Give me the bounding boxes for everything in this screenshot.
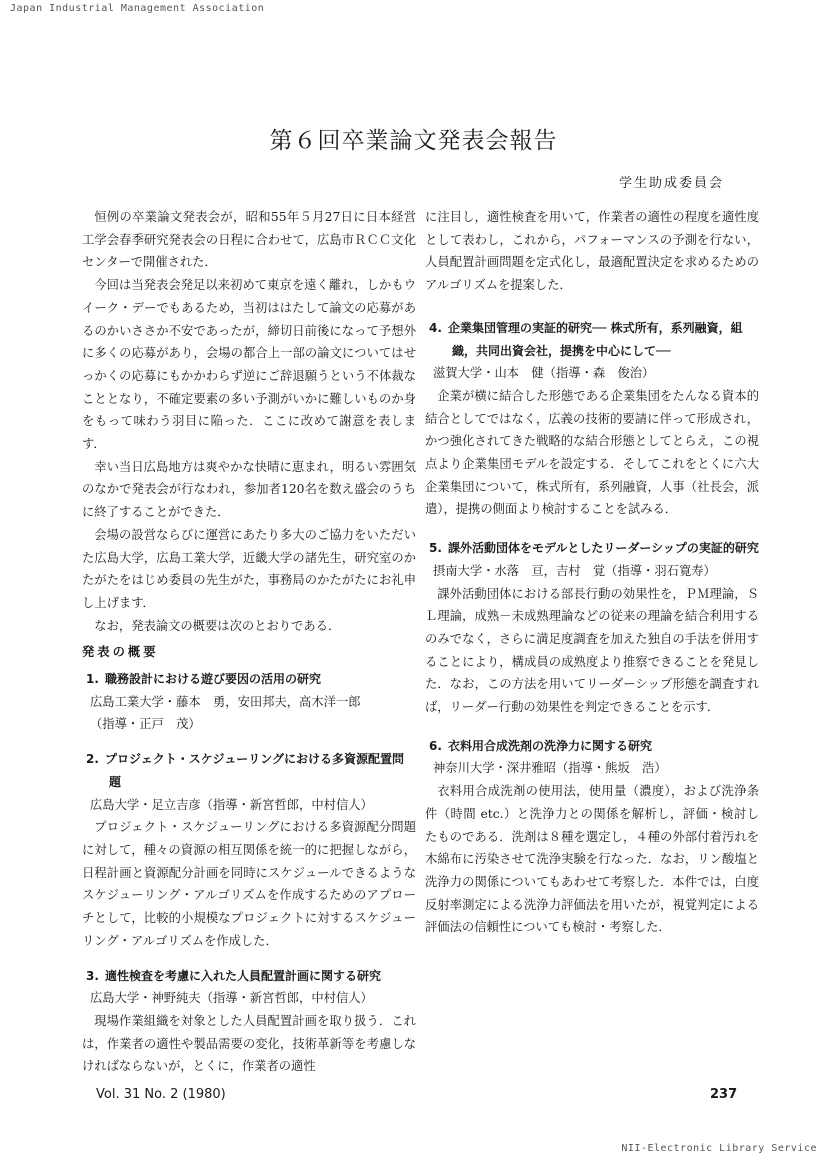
library-service-footer: NII-Electronic Library Service bbox=[621, 1143, 817, 1154]
summary-item bbox=[82, 748, 416, 952]
item-affiliation: 神奈川大学・深井雅昭（指導・熊坂 浩） bbox=[433, 761, 667, 776]
summary-item bbox=[425, 735, 759, 939]
intro-paragraph: なお，発表論文の概要は次のとおりである． bbox=[94, 618, 341, 633]
item-body: 企業が横に結合した形態である企業集団をたんなる資本的結合としてではなく，広義の技術的要請に伴って形成され，かつ強化されてきた戦略的な結合形態としてとらえ，この視点より企業集団モデルを設定する．そしてこれをとくに六大企業集団について，株式所有，系列融資，人事（社長会，派遣），提携の側面より検討することを試みる． bbox=[425, 388, 759, 517]
item-title-text: 職務設計における遊び要因の活用の研究 bbox=[105, 672, 322, 687]
item-body: 現場作業組織を対象とした人員配置計画を取り扱う．これは，作業者の適性や製品需要の変化，技術革新等を考慮しなければならないが，とくに，作業者の適性 bbox=[82, 1013, 416, 1074]
item-affiliation: 摂南大学・水落 亘，吉村 覚（指導・羽石寛寿） bbox=[433, 563, 716, 578]
journal-volume: Vol. 31 No. 2 (1980) bbox=[96, 1087, 226, 1102]
intro-paragraph: 今回は当発表会発足以来初めて東京を遠く離れ，しかもウイーク・デーでもあるため，当初ははたして論文の応募があるのかいささか不安であったが，締切日前後になって予想外に多くの応募があり，会場の都合上一部の論文についてはせっかくの応募にもかかわらず逆にご辞退願うという不体裁なこととなり，不確定要素の多い予測がいかに難しいものか身をもって味わう羽目に陥った．ここに改めて謝意を表します． bbox=[82, 278, 416, 452]
committee-name: 学生助成委員会 bbox=[618, 176, 724, 191]
summary-item bbox=[425, 317, 759, 521]
item-number: 6. bbox=[429, 738, 442, 753]
page-number: 237 bbox=[710, 1087, 738, 1102]
item-title-text: プロジェクト・スケジューリングにおける多資源配置問題 bbox=[105, 752, 405, 789]
item-title bbox=[82, 965, 416, 988]
summary-item bbox=[82, 965, 416, 1079]
item-body: 衣料用合成洗剤の使用法，使用量（濃度），および洗浄条件（時間 etc.）と洗浄力との関係を解析し，評価・検討したものである．洗剤は８種を選定し，４種の外部付着汚れを木綿布に汚染させて洗浄実験を行なった．なお，リン酸塩と洗浄力の関係についてもあわせて考察した．本件では，白度反射率測定による洗浄力評価法を用いたが，視覚判定による評価法の信頼性についても検討・考察した． bbox=[425, 784, 759, 935]
right-column bbox=[425, 206, 759, 939]
item-advisor: （指導・正戸 茂） bbox=[90, 717, 201, 732]
item-title-text: 企業集団管理の実証的研究── 株式所有，系列融資，組織，共同出資会社，提携を中心にして── bbox=[448, 320, 743, 358]
item-number: 5. bbox=[429, 541, 442, 556]
intro-paragraph: 会場の設営ならびに運営にあたり多大のご協力をいただいた広島大学，広島工業大学，近畿大学の諸先生，研究室のかたがたをはじめ委員の先生がた，事務局のかたがたにお礼申し上げます． bbox=[82, 527, 416, 610]
item-number: 2. bbox=[86, 752, 99, 767]
item-title bbox=[82, 748, 416, 793]
summary-item bbox=[82, 668, 416, 736]
summary-heading: 発表の概要 bbox=[82, 645, 159, 660]
item-title-text: 衣料用合成洗剤の洗浄力に関する研究 bbox=[448, 738, 653, 753]
item-title bbox=[425, 317, 759, 362]
association-header: Japan Industrial Management Association bbox=[10, 3, 265, 14]
item-title-text: 課外活動団体をモデルとしたリーダーシップの実証的研究 bbox=[448, 541, 759, 556]
item-body-continuation: に注目し，適性検査を用いて，作業者の適性の程度を適性度として表わし，これから，パフォーマンスの予測を行ない，人員配置計画問題を定式化し，最適配置決定を求めるためのアルゴリズムを提案した． bbox=[425, 210, 759, 293]
item-number: 1. bbox=[86, 672, 99, 687]
item-number: 3. bbox=[86, 968, 99, 983]
item-body: 課外活動団体における部長行動の効果性を，ＰＭ理論，ＳＬ理論，成熟－未成熟理論などの従来の理論を結合利用するのみでなく，さらに満足度調査を加えた独自の手法を併用することにより，構成員の成熟度より推察できることを発見した．なお，この方法を用いてリーダーシップ形態を調査すれば，リーダー行動の効果性を判定できることを示す． bbox=[425, 586, 759, 715]
item-title-text: 適性検査を考慮に入れた人員配置計画に関する研究 bbox=[105, 968, 382, 983]
item-affiliation: 広島大学・足立吉彦（指導・新宮哲郎，中村信人） bbox=[90, 797, 373, 812]
item-title bbox=[82, 668, 416, 691]
item-affiliation: 広島工業大学・藤本 勇，安田邦夫，高木洋一郎 bbox=[90, 694, 361, 709]
item-title bbox=[425, 537, 759, 560]
item-number: 4. bbox=[429, 320, 442, 335]
intro-paragraph: 幸い当日広島地方は爽やかな快晴に恵まれ，明るい雰囲気のなかで発表会が行なわれ，参加者120名を数え盛会のうちに終了することができた． bbox=[82, 459, 416, 520]
item-body: プロジェクト・スケジューリングにおける多資源配分問題に対して，種々の資源の相互関係を統一的に把握しながら，日程計画と資源配分計画を同時にスケジュールできるようなスケジューリング・アルゴリズムを作成するためのアプローチとして，比較的小規模なプロジェクトに対するスケジューリング・アルゴリズムを作成した． bbox=[82, 820, 416, 948]
left-column bbox=[82, 206, 416, 1078]
item-affiliation: 滋賀大学・山本 健（指導・森 俊治） bbox=[433, 366, 655, 381]
intro-paragraph: 恒例の卒業論文発表会が，昭和55年５月27日に日本経営工学会春季研究発表会の日程に合わせて，広島市ＲＣＣ文化センターで開催された． bbox=[82, 210, 416, 270]
article-title: 第６回卒業論文発表会報告 bbox=[269, 128, 558, 154]
item-affiliation: 広島大学・神野純夫（指導・新宮哲郎，中村信人） bbox=[90, 991, 373, 1006]
item-title bbox=[425, 735, 759, 758]
summary-item bbox=[425, 537, 759, 719]
